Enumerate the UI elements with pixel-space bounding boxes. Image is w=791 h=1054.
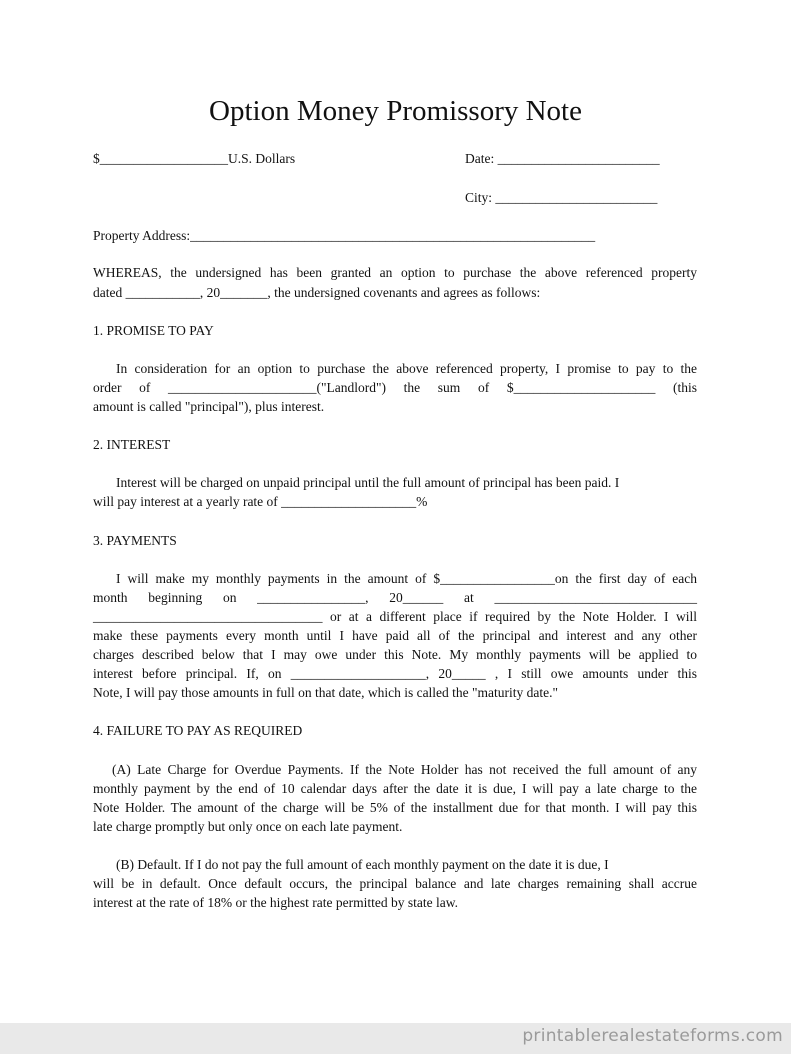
section-heading-interest: 2. INTEREST xyxy=(93,437,171,452)
paragraph-line: charges described below that I may owe under this Note. My monthly payments will be applied to xyxy=(93,647,697,662)
paragraph-line: make these payments every month until I have paid all of the principal and interest and any other xyxy=(93,628,697,643)
paragraph-line: In consideration for an option to purchase the above referenced property, I promise to pay to the xyxy=(116,361,697,376)
paragraph-line: Interest will be charged on unpaid principal until the full amount of principal has been paid. I xyxy=(116,475,620,490)
paragraph-line: amount is called "principal"), plus interest. xyxy=(93,399,325,414)
paragraph-line: month beginning on ________________, 20______ at ______________________________ xyxy=(93,590,697,605)
paragraph-line: interest before principal. If, on ____________________, 20_____ , I still owe amounts under this xyxy=(93,666,697,681)
city-field: City: ________________________ xyxy=(465,190,658,205)
paragraph-line: interest at the rate of 18% or the highest rate permitted by state law. xyxy=(93,895,458,910)
paragraph-line: order of ______________________("Landlord") the sum of $_____________________ (this xyxy=(93,380,697,395)
paragraph-line: I will make my monthly payments in the amount of $_________________on the first day of each xyxy=(116,571,697,586)
whereas-line: WHEREAS, the undersigned has been granted an option to purchase the above referenced property xyxy=(93,265,697,280)
section-heading-promise: 1. PROMISE TO PAY xyxy=(93,323,214,338)
paragraph-line: will be in default. Once default occurs, the principal balance and late charges remaining shall accrue xyxy=(93,876,697,891)
paragraph-line: will pay interest at a yearly rate of ____________________% xyxy=(93,494,428,509)
paragraph-line: monthly payment by the end of 10 calendar days after the date it is due, I will pay a late charge to the xyxy=(93,781,697,796)
paragraph-line: Note Holder. The amount of the charge will be 5% of the installment due for that month. I will pay this xyxy=(93,800,697,815)
paragraph-line: late charge promptly but only once on each late payment. xyxy=(93,819,403,834)
paragraph-line: (A) Late Charge for Overdue Payments. If the Note Holder has not received the full amount of any xyxy=(112,762,697,777)
paragraph-line: __________________________________ or at a different place if required by the Note Holder. I will xyxy=(93,609,697,624)
document-title: Option Money Promissory Note xyxy=(209,95,582,127)
amount-field: $___________________U.S. Dollars xyxy=(93,151,296,166)
paragraph-line: Note, I will pay those amounts in full on that date, which is called the "maturity date." xyxy=(93,685,559,700)
date-field: Date: ________________________ xyxy=(465,151,660,166)
whereas-line: dated ___________, 20_______, the undersigned covenants and agrees as follows: xyxy=(93,285,541,300)
footer-watermark: printablerealestateforms.com xyxy=(522,1026,783,1046)
footer-bar xyxy=(0,1023,791,1054)
paragraph-line: (B) Default. If I do not pay the full amount of each monthly payment on the date it is due, I xyxy=(116,857,609,872)
property-address-field: Property Address:____________________________________________________________ xyxy=(93,228,596,243)
section-heading-payments: 3. PAYMENTS xyxy=(93,533,177,548)
section-heading-failure: 4. FAILURE TO PAY AS REQUIRED xyxy=(93,723,303,738)
